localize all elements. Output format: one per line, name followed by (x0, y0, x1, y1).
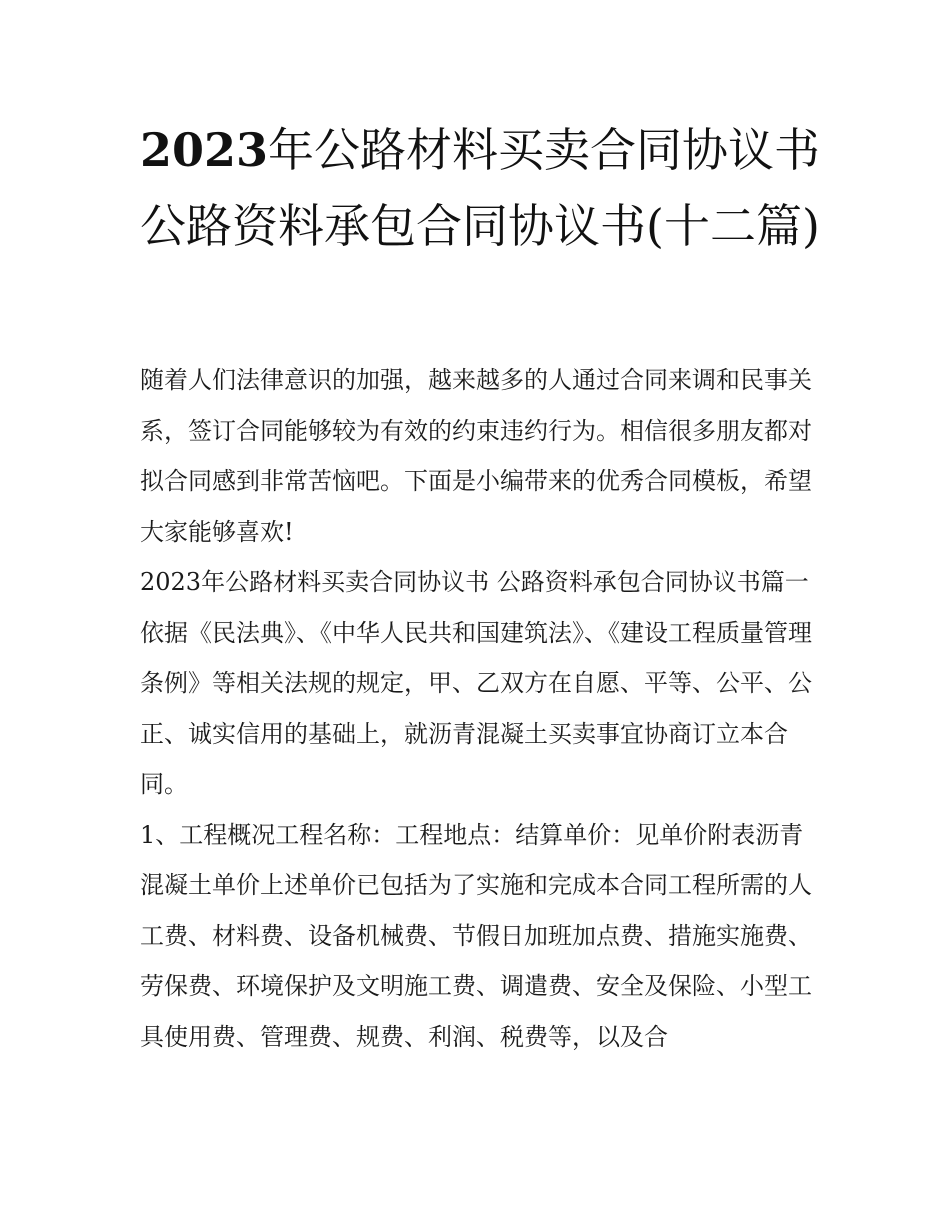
document-body (140, 355, 820, 1062)
clause-1-paragraph: 1、工程概况工程名称：工程地点：结算单价：见单价附表沥青混凝土单价上述单价已包括为了实施和完成本合同工程所需的人工费、材料费、设备机械费、节假日加班加点费、措施实施费、劳保费、环境保护及文明施工费、调遣费、安全及保险、小型工具使用费、管理费、规费、利润、税费等，以及合 (140, 820, 812, 1051)
intro-paragraph: 随着人们法律意识的加强，越来越多的人通过合同来调和民事关系，签订合同能够较为有效的约束违约行为。相信很多朋友都对拟合同感到非常苦恼吧。下面是小编带来的优秀合同模板，希望大家能够喜欢! (140, 366, 812, 546)
title-year: 2023 (140, 123, 269, 177)
basis-paragraph: 依据《民法典》、《中华人民共和国建筑法》、《建设工程质量管理条例》等相关法规的规定，甲、乙双方在自愿、平等、公平、公正、诚实信用的基础上，就沥青混凝土买卖事宜协商订立本合同。 (140, 618, 812, 798)
title-text: 年公路材料买卖合同协议书 公路资料承包合同协议书(十二篇) (140, 123, 821, 253)
document-title (140, 112, 830, 264)
section-heading: 2023年公路材料买卖合同协议书 公路资料承包合同协议书篇一 (140, 568, 809, 596)
